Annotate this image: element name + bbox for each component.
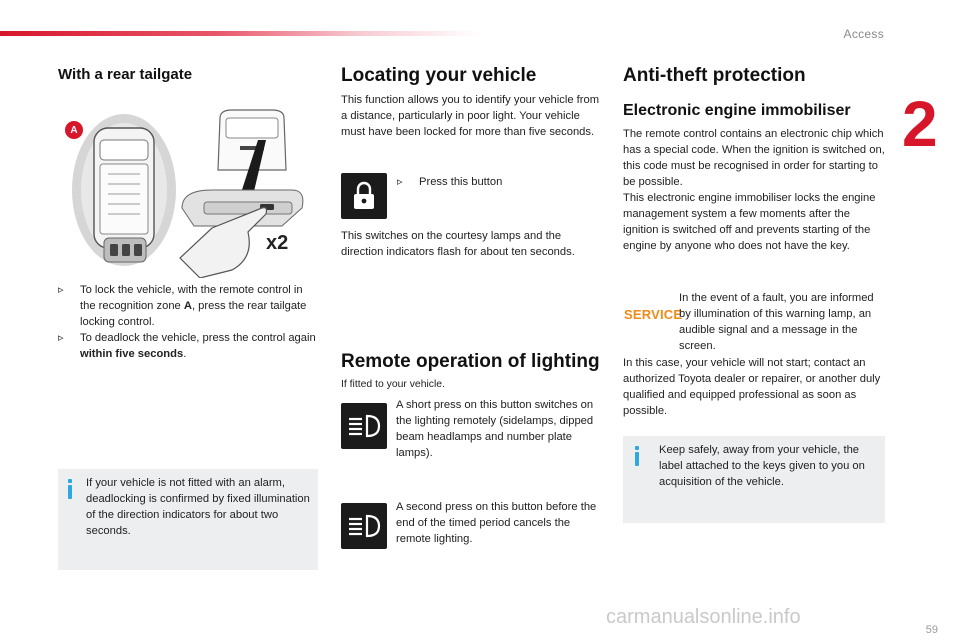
fitted-note: If fitted to your vehicle. [341,379,445,390]
second-press-text: A second press on this button before the end of the timed period cancels the remote lighting. [396,501,597,545]
locating-intro: This function allows you to identify your vehicle from a distance, particularly in poor light. Your vehicle must have been locked for more than five seconds. [341,94,600,138]
chapter-number: 2 [902,88,938,160]
list-item: ▹ To deadlock the vehicle, press the control again within five seconds. [58,332,316,360]
short-press-text: A short press on this button switches on the lighting remotely (sidelamps, dipped beam headlamps and number plate lamps). [396,399,594,459]
lighting-button-icon-1 [341,403,387,449]
lighting-heading: Remote operation of lighting [341,351,600,372]
zone-marker-label: A [70,125,78,136]
alarm-info-box [58,469,318,570]
press-button-instruction: ▹ Press this button [397,176,503,188]
tailgate-bullets [58,282,320,362]
fault-text: In the event of a fault, you are informed by illumination of this warning lamp, an audible signal and a message in the screen. [679,292,874,352]
header-accent-bar [0,31,480,36]
immobiliser-heading: Electronic engine immobiliser [623,102,851,119]
bullet-icon: ▹ [58,284,64,296]
page-number: 59 [925,624,938,636]
headlamp-icon [347,414,381,438]
keys-info-box [623,436,885,523]
watermark: carmanualsonline.info [606,606,801,628]
headlamp-icon [347,514,381,538]
locating-result: This switches on the courtesy lamps and the direction indicators flash for about ten seconds. [341,230,575,258]
list-item: ▹ To lock the vehicle, with the remote control in the recognition zone A, press the rear tailgate locking control. [58,284,307,328]
locating-heading: Locating your vehicle [341,65,537,86]
service-warning-icon: SERVICE [624,307,683,322]
lighting-button-icon-2 [341,503,387,549]
bullet-icon: ▹ [58,332,64,344]
tailgate-heading: With a rear tailgate [58,66,193,83]
immobiliser-para-2: This electronic engine immobiliser locks the engine management system a few moments after the ignition is switched off and prevents starting of the engine by anyone who does not have the key. [623,192,876,252]
padlock-icon [352,181,376,211]
section-label: Access [843,27,884,41]
immobiliser-para-1: The remote control contains an electronic chip which has a special code. When the ignition is switched on, this code must be recognised in order for starting to be possible. [623,128,885,188]
alarm-info-text: If your vehicle is not fitted with an alarm, deadlocking is confirmed by fixed illumination of the direction indicators for about two seconds. [86,477,310,537]
keys-info-text: Keep safely, away from your vehicle, the label attached to the keys given to you on acquisition of the vehicle. [659,444,865,488]
press-twice-label: x2 [266,232,289,254]
info-icon [635,446,639,466]
fault-case-text: In this case, your vehicle will not start; contact an authorized Toyota dealer or repairer, or another duly qualified and equipped professional as soon as possible. [623,357,881,417]
bullet-icon: ▹ [397,176,403,188]
info-icon [68,479,72,499]
anti-theft-heading: Anti-theft protection [623,65,806,86]
lock-button-icon [341,173,387,219]
